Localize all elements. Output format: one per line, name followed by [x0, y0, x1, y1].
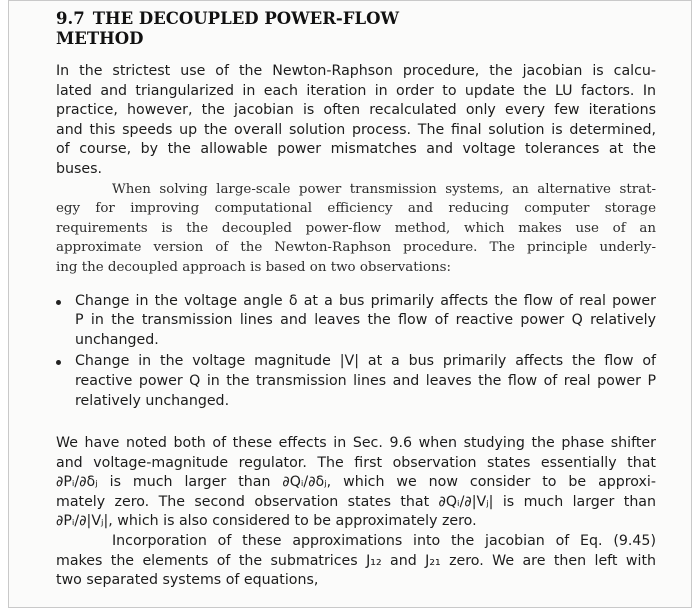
observations-list	[56, 292, 656, 412]
bullet-icon	[56, 360, 61, 365]
text-line: mately zero. The second observation states that ∂Qᵢ/∂|Vⱼ| is much larger than	[56, 493, 656, 510]
text-line: lated and triangularized in each iteration in order to update the LU factors. In	[56, 82, 656, 99]
text-line: and voltage-magnitude regulator. The first observation states essentially that	[56, 454, 656, 471]
text-line: buses.	[56, 160, 103, 177]
text-line: relatively unchanged.	[75, 392, 230, 409]
text-line: egy for improving computational efficiency and reducing computer storage	[56, 201, 656, 217]
text-line: Change in the voltage magnitude |V| at a bus primarily affects the flow of	[75, 353, 656, 370]
text-line: two separated systems of equations,	[56, 572, 319, 589]
text-line: In the strictest use of the Newton-Raphson procedure, the jacobian is calcu-	[56, 63, 656, 79]
text-line: reactive power Q in the transmission lines and leaves the flow of real power P	[75, 372, 656, 389]
section-title-line1: THE DECOUPLED POWER-FLOW	[92, 9, 399, 28]
text-line: of course, by the allowable power mismatches and voltage tolerances at the	[56, 141, 656, 158]
section-heading	[56, 9, 656, 49]
text-line: Incorporation of these approximations into the jacobian of Eq. (9.45)	[112, 533, 656, 550]
list-item	[56, 352, 656, 411]
text-line: ing the decoupled approach is based on two observations:	[56, 259, 451, 275]
text-line: ∂Pᵢ/∂δⱼ is much larger than ∂Qᵢ/∂δⱼ, which we now consider to be approxi-	[56, 474, 656, 491]
text-line: approximate version of the Newton-Raphson procedure. The principle underly-	[56, 240, 656, 256]
list-item	[56, 292, 656, 351]
paragraph-decoupled-method	[56, 180, 656, 278]
text-line: requirements is the decoupled power-flow method, which makes use of an	[56, 220, 656, 236]
paragraph-jacobian-submatrices	[56, 532, 656, 591]
text-line: practice, however, the jacobian is often recalculated only every few iterations	[56, 102, 656, 119]
text-line: ∂Pᵢ/∂|Vⱼ|, which is also considered to be approximately zero.	[56, 513, 477, 530]
text-line: makes the elements of the submatrices J₁₂ and J₂₁ zero. We are then left with	[56, 552, 656, 569]
section-title-line2: METHOD	[56, 29, 144, 48]
paragraph-observations	[56, 434, 656, 532]
text-line: unchanged.	[75, 331, 159, 348]
text-line: When solving large-scale power transmission systems, an alternative strat-	[112, 181, 656, 197]
paragraph-newton-raphson	[56, 62, 656, 180]
section-number: 9.7	[56, 9, 85, 28]
text-line: P in the transmission lines and leaves the flow of reactive power Q relatively	[75, 312, 656, 329]
text-line: We have noted both of these effects in Sec. 9.6 when studying the phase shifter	[56, 435, 656, 452]
bullet-icon	[56, 300, 61, 305]
textbook-page	[8, 0, 692, 608]
page-content	[56, 9, 656, 591]
text-line: Change in the voltage angle δ at a bus primarily affects the flow of real power	[75, 292, 656, 309]
text-line: and this speeds up the overall solution process. The final solution is determined,	[56, 121, 656, 138]
